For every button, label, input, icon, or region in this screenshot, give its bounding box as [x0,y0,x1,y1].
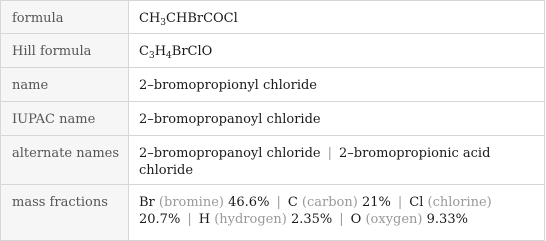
fraction-symbol: Cl [409,195,424,210]
alternate-name: 2–bromopropionic acid chloride [139,146,491,178]
row-value [129,185,545,241]
row-value [129,136,545,185]
name-value: 2–bromopropionyl chloride [139,78,317,93]
fraction-symbol: C [287,195,298,210]
separator: | [339,212,344,227]
iupac-name-value: 2–bromopropanoyl chloride [139,112,321,127]
separator: | [276,195,281,210]
table-row-formula [1,1,545,34]
hill-formula-value [139,44,212,59]
table-row-alternate-names [1,136,545,185]
fraction-element: (oxygen) [365,212,423,227]
fraction-percent: 20.7% [139,212,181,227]
row-label [1,136,129,185]
fraction-element: (hydrogen) [214,212,287,227]
row-label [1,68,129,102]
formula-subscript: 4 [166,51,172,61]
formula-part: BrClO [171,44,213,59]
name-label: name [12,78,49,93]
separator: | [327,146,332,161]
table-row-name [1,68,545,102]
fraction-element: (carbon) [301,195,358,210]
row-value [129,34,545,68]
row-value [129,1,545,34]
separator: | [187,212,192,227]
formula-part: CHBrCOCl [166,11,238,26]
mass-fractions-value [139,194,536,228]
alternate-names-label: alternate names [12,146,120,161]
formula-subscript: 3 [148,51,155,61]
table-row-iupac-name [1,102,545,136]
separator: | [397,195,403,210]
row-label [1,1,129,34]
formula-part: C [139,44,149,59]
fraction-percent: 2.35% [290,212,333,227]
alternate-names-value [139,145,536,179]
formula-subscript: 3 [160,18,167,28]
hill-formula-label: Hill formula [12,44,92,59]
iupac-name-label: IUPAC name [12,112,96,127]
row-label [1,34,129,68]
fraction-symbol: Br [139,195,155,210]
row-label [1,102,129,136]
fraction-percent: 9.33% [426,212,468,227]
table-row-mass-fractions [1,185,545,241]
mass-fractions-label: mass fractions [12,195,108,210]
alternate-name: 2–bromopropanoyl chloride [139,146,321,161]
fraction-symbol: O [350,212,362,227]
fraction-percent: 21% [361,195,391,210]
fraction-element: (chlorine) [427,195,492,210]
row-label [1,185,129,241]
formula-label: formula [12,11,64,26]
formula-value [139,11,238,26]
fraction-element: (bromine) [158,195,224,210]
fraction-percent: 46.6% [228,195,270,210]
formula-part: H [154,44,167,59]
fraction-symbol: H [198,212,211,227]
row-value [129,68,545,102]
table-row-hill-formula [1,34,545,68]
row-value [129,102,545,136]
formula-part: CH [139,11,161,26]
